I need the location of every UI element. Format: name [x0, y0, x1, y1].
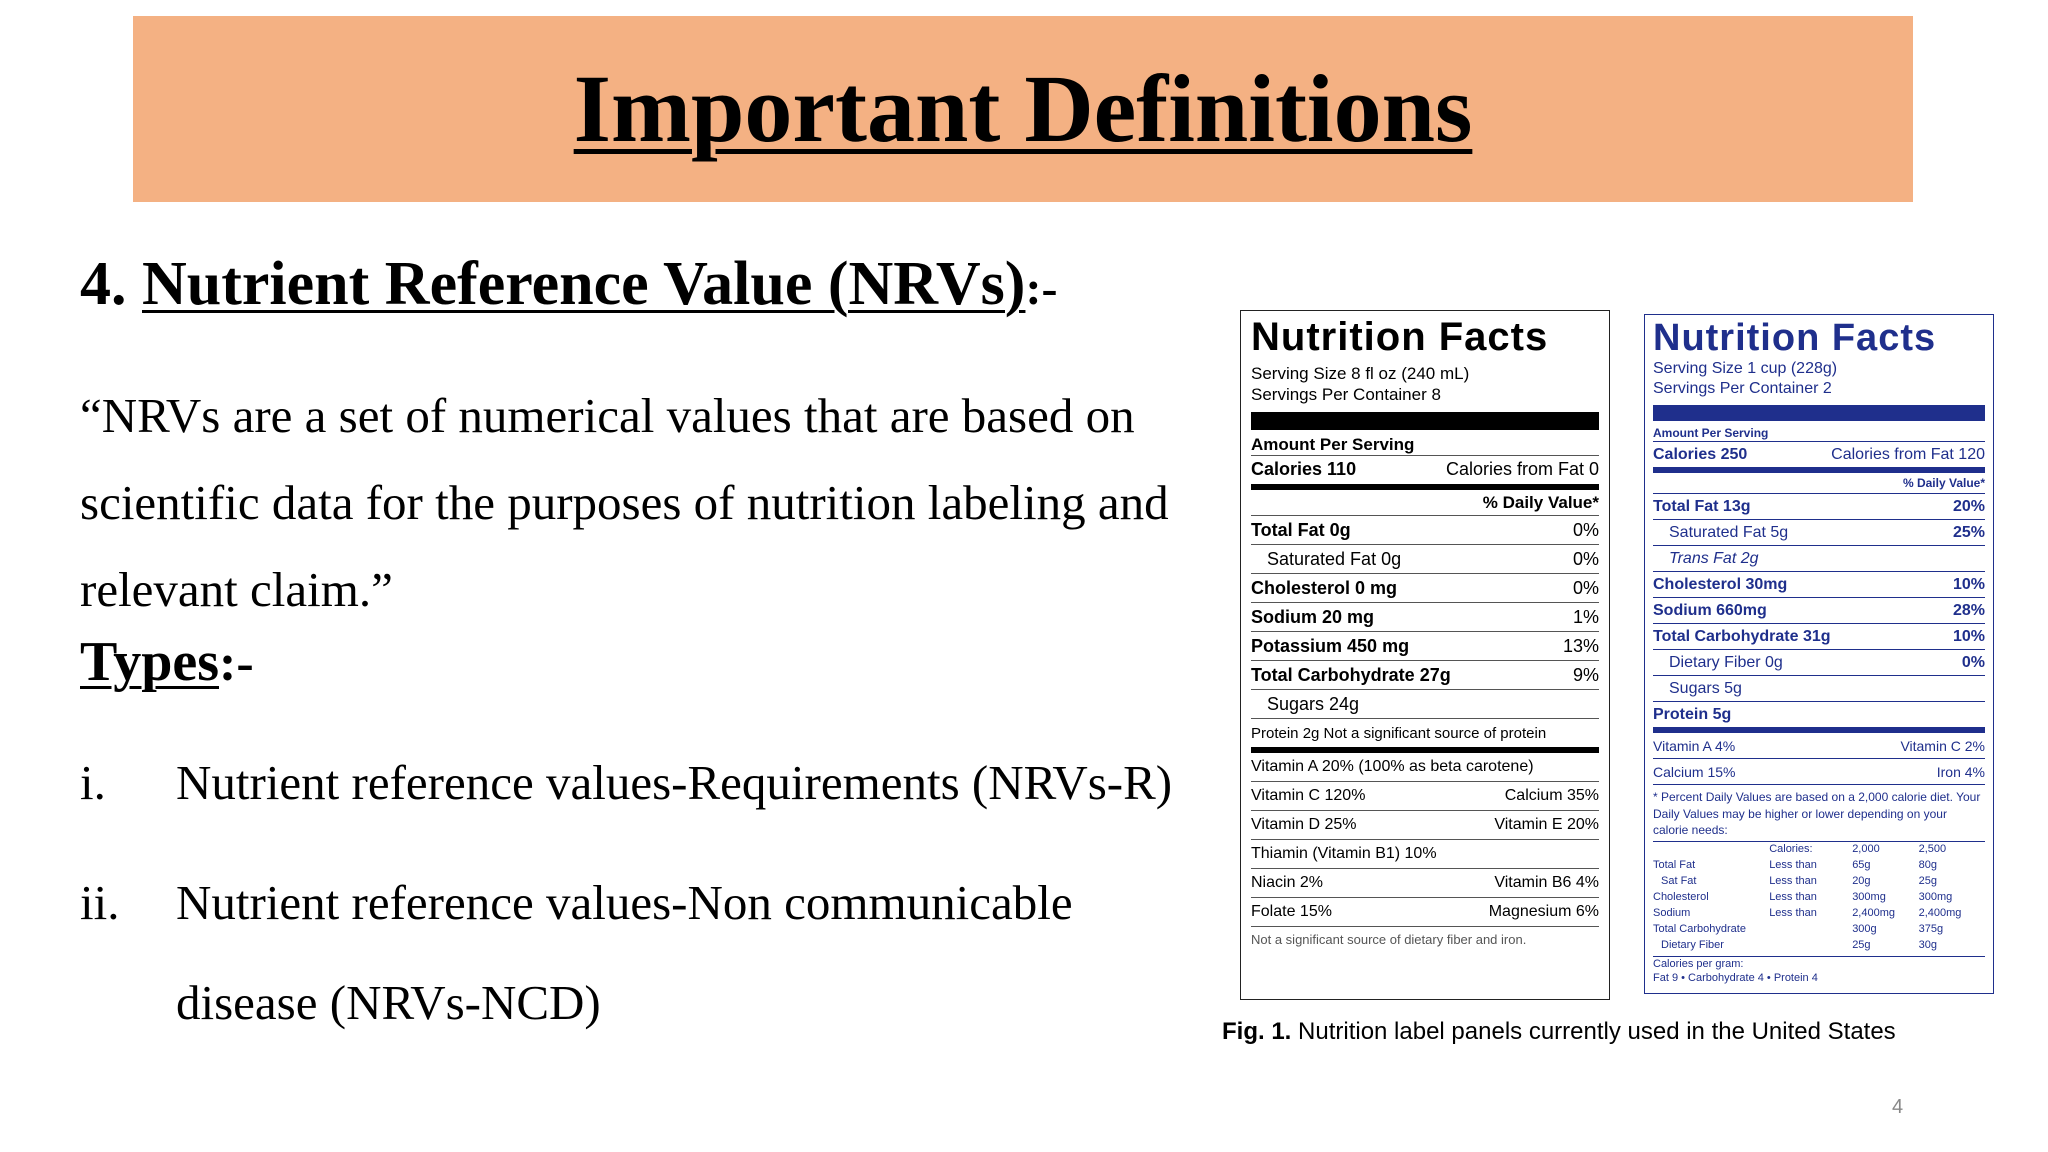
heading-suffix: :-: [1025, 262, 1058, 315]
table-cell: Less than: [1769, 858, 1817, 871]
calories-from-fat: Calories from Fat 120: [1831, 445, 1985, 463]
calories-per-gram: Calories per gram:: [1653, 956, 1985, 972]
thick-divider: [1653, 405, 1985, 421]
table-cell: 2,500: [1918, 842, 1947, 855]
table-cell: Cholesterol: [1653, 890, 1709, 903]
vitamin-left: Folate 15%: [1251, 903, 1332, 920]
nutrient-dv: 0%: [1961, 653, 1985, 671]
vitamin-right: Vitamin C 2%: [1900, 737, 1985, 754]
nutrient-row: [1653, 676, 1985, 702]
table-cell: 2,000: [1852, 842, 1880, 855]
table-cell: 25g: [1918, 874, 1937, 887]
thick-divider: [1251, 412, 1599, 430]
heading-number: 4.: [80, 250, 127, 318]
vitamin-row: [1251, 898, 1599, 927]
page-number: 4: [1892, 1096, 1904, 1118]
serving-size: Serving Size 1 cup (228g): [1653, 360, 1838, 377]
vitamin-right: Magnesium 6%: [1488, 903, 1599, 920]
nutrient-name: Trans Fat 2g: [1669, 549, 1759, 567]
calories: Calories 110: [1251, 459, 1357, 480]
title-banner: [133, 16, 1913, 202]
nutrient-name: Cholesterol 30mg: [1653, 575, 1788, 593]
nutrient-row: [1653, 494, 1985, 520]
nutrient-dv: 10%: [1952, 575, 1985, 593]
nutrient-name: Saturated Fat 5g: [1669, 523, 1789, 541]
calories-from-fat: Calories from Fat 0: [1445, 459, 1599, 480]
vitamin-right: Vitamin B6 4%: [1494, 874, 1599, 891]
nutrient-row: [1653, 520, 1985, 546]
nutrient-dv: 1%: [1572, 606, 1599, 627]
table-cell: Sodium: [1653, 906, 1691, 919]
nutrition-label-black: [1240, 310, 1610, 1000]
vitamin-right: Vitamin E 20%: [1494, 816, 1599, 833]
figure-caption: [1222, 1018, 1896, 1046]
vitamin-left: Vitamin D 25%: [1251, 816, 1357, 833]
vitamin-left: Vitamin C 120%: [1251, 787, 1366, 804]
vitamin-left: Vitamin A 20% (100% as beta carotene): [1251, 758, 1534, 775]
table-cell: 300mg: [1918, 890, 1953, 903]
amount-per-serving: Amount Per Serving: [1653, 425, 1985, 442]
label-footer: Not a significant source of dietary fiber and iron.: [1251, 932, 1527, 947]
figure-text: Nutrition label panels currently used in the United States: [1298, 1018, 1896, 1045]
list-number: i.: [80, 755, 106, 810]
table-cell: 375g: [1918, 922, 1944, 935]
nutrient-name: Total Fat 0g: [1251, 519, 1351, 540]
table-cell: 300g: [1852, 922, 1877, 935]
nutrient-row: [1653, 598, 1985, 624]
calories: Calories 250: [1653, 445, 1748, 463]
servings-per-container: Servings Per Container 2: [1653, 380, 1832, 397]
nutrient-dv: 28%: [1952, 601, 1985, 619]
table-cell: 2,400mg: [1918, 906, 1962, 919]
slide-title: Important Definitions: [573, 55, 1473, 162]
nutrient-name: Total Fat 13g: [1653, 497, 1751, 515]
nutrient-name: Sugars 24g: [1267, 693, 1360, 714]
nutrient-row: [1653, 702, 1985, 733]
table-cell: 65g: [1852, 858, 1871, 871]
table-cell: Total Carbohydrate: [1653, 922, 1746, 935]
vitamin-row: [1251, 782, 1599, 811]
definition-quote: “NRVs are a set of numerical values that are based on scientific data for the purposes of nutrition labeling and relevant claim.”: [80, 388, 1169, 617]
vitamin-left: Vitamin A 4%: [1653, 737, 1736, 754]
nutrient-dv: 10%: [1952, 627, 1985, 645]
label-title: Nutrition Facts: [1653, 317, 1937, 359]
nutrient-dv: 0%: [1572, 577, 1599, 598]
servings-per-container: Servings Per Container 8: [1251, 385, 1441, 405]
nutrient-row: [1653, 650, 1985, 676]
vitamin-left: Thiamin (Vitamin B1) 10%: [1251, 845, 1437, 862]
nutrient-dv: 0%: [1572, 548, 1599, 569]
nutrient-row: [1251, 516, 1599, 545]
table-cell: Less than: [1769, 906, 1817, 919]
table-cell: 80g: [1918, 858, 1937, 871]
definition-heading: [80, 250, 1057, 318]
daily-values-note: * Percent Daily Values are based on a 2,000 calorie diet. Your Daily Values may be higher or lower depending on your calorie needs:: [1653, 789, 1985, 842]
calories-per-gram-values: Fat 9 • Carbohydrate 4 • Protein 4: [1653, 972, 1818, 985]
list-text: Nutrient reference values-Non communicable: [176, 875, 1073, 930]
heading-text: Nutrient Reference Value (NRVs): [142, 250, 1026, 318]
daily-value-header: % Daily Value*: [1653, 473, 1985, 494]
nutrient-row: [1251, 545, 1599, 574]
daily-value-header: % Daily Value*: [1251, 490, 1599, 516]
nutrient-row: [1251, 690, 1599, 719]
nutrient-row: [1251, 603, 1599, 632]
table-cell: [1769, 938, 1852, 954]
vitamin-row: [1653, 733, 1985, 759]
types-suffix: :-: [219, 635, 254, 692]
nutrient-name: Total Carbohydrate 31g: [1653, 627, 1831, 645]
nutrient-row: [1251, 574, 1599, 603]
nutrient-name: Potassium 450 mg: [1251, 635, 1410, 656]
table-cell: 25g: [1852, 938, 1871, 951]
figure-label: Fig. 1.: [1222, 1018, 1292, 1045]
serving-size: Serving Size 8 fl oz (240 mL): [1251, 364, 1470, 383]
vitamin-row: [1653, 759, 1985, 785]
vitamin-left: Calcium 15%: [1653, 763, 1736, 780]
vitamin-row: [1251, 869, 1599, 898]
nutrient-row: [1251, 632, 1599, 661]
nutrient-name: Dietary Fiber 0g: [1669, 653, 1783, 671]
nutrient-name: Cholesterol 0 mg: [1251, 577, 1398, 598]
types-heading: [80, 632, 254, 694]
table-cell: 2,400mg: [1852, 906, 1895, 919]
nutrient-dv: 13%: [1562, 635, 1599, 656]
daily-values-table: [1653, 842, 1985, 954]
calories-row: [1251, 456, 1599, 490]
label-title: Nutrition Facts: [1251, 315, 1549, 359]
table-cell: Calories:: [1769, 842, 1813, 855]
list-text: Nutrient reference values-Requirements (NRVs-R): [176, 755, 1173, 810]
table-cell: Dietary Fiber: [1661, 938, 1724, 951]
table-cell: Total Fat: [1653, 858, 1696, 871]
nutrient-name: Total Carbohydrate 27g: [1251, 664, 1451, 685]
protein-text: Protein 2g Not a significant source of protein: [1251, 724, 1547, 742]
table-cell: 30g: [1918, 938, 1937, 951]
nutrient-name: Saturated Fat 0g: [1267, 548, 1402, 569]
nutrient-name: Sugars 5g: [1669, 679, 1742, 697]
table-cell: [1769, 922, 1852, 938]
vitamin-row: [1251, 840, 1599, 869]
table-cell: Less than: [1769, 890, 1817, 903]
nutrient-name: Sodium 660mg: [1653, 601, 1767, 619]
table-cell: Less than: [1769, 874, 1817, 887]
calories-row: [1653, 442, 1985, 473]
amount-per-serving: Amount Per Serving: [1251, 434, 1599, 456]
nutrient-row: [1653, 546, 1985, 572]
nutrient-row: [1653, 624, 1985, 650]
nutrient-row: [1653, 572, 1985, 598]
protein-row: [1251, 719, 1599, 753]
vitamin-row: [1251, 753, 1599, 782]
list-number: ii.: [80, 875, 120, 930]
nutrient-row: [1251, 661, 1599, 690]
nutrient-dv: 20%: [1952, 497, 1985, 515]
nutrition-label-blue: [1644, 314, 1994, 994]
table-cell: 300mg: [1852, 890, 1886, 903]
vitamin-right: Iron 4%: [1936, 763, 1985, 780]
nutrient-dv: 0%: [1572, 519, 1599, 540]
types-label: Types: [80, 631, 219, 693]
vitamin-right: Calcium 35%: [1504, 787, 1599, 804]
nutrient-dv: 25%: [1952, 523, 1985, 541]
table-cell: [1653, 842, 1769, 858]
table-cell: Sat Fat: [1661, 874, 1697, 887]
list-text-continued: disease (NRVs-NCD): [176, 975, 601, 1030]
nutrient-dv: 9%: [1572, 664, 1599, 685]
nutrient-name: Protein 5g: [1653, 705, 1732, 723]
vitamin-left: Niacin 2%: [1251, 874, 1324, 891]
table-cell: 20g: [1852, 874, 1871, 887]
nutrient-name: Sodium 20 mg: [1251, 606, 1375, 627]
vitamin-row: [1251, 811, 1599, 840]
